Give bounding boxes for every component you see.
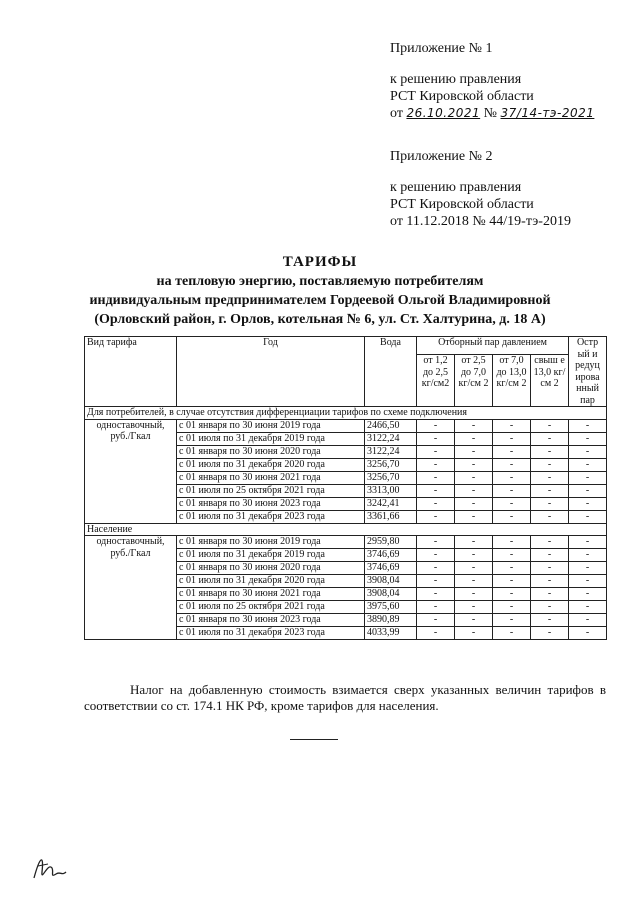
- steam-tariff-cell: -: [493, 536, 531, 549]
- appendix-1-title: Приложение № 1: [390, 41, 493, 56]
- steam-tariff-cell: -: [455, 432, 493, 445]
- water-tariff-cell: 3908,04: [365, 588, 417, 601]
- period-cell: с 01 января по 30 июня 2019 года: [177, 536, 365, 549]
- table-row: [85, 419, 607, 432]
- water-tariff-cell: 3890,89: [365, 614, 417, 627]
- steam-tariff-cell: -: [569, 497, 607, 510]
- steam-tariff-cell: -: [417, 575, 455, 588]
- document-subtitle-2: индивидуальным предпринимателем Гордеевой Ольгой Владимировной: [89, 293, 551, 308]
- steam-tariff-cell: -: [417, 419, 455, 432]
- steam-tariff-cell: -: [493, 614, 531, 627]
- tariff-type-2: одноставочный, руб./Гкал: [85, 536, 177, 640]
- period-cell: с 01 июля по 25 октября 2021 года: [177, 484, 365, 497]
- period-cell: с 01 июля по 31 декабря 2020 года: [177, 458, 365, 471]
- appendix-1-decision: [390, 105, 630, 122]
- steam-tariff-cell: -: [569, 562, 607, 575]
- decision-no-sign: №: [480, 106, 501, 121]
- steam-tariff-cell: -: [493, 445, 531, 458]
- steam-tariff-cell: -: [417, 484, 455, 497]
- document-subtitle-3: (Орловский район, г. Орлов, котельная № 6, ул. Ст. Халтурина, д. 18 А): [94, 312, 546, 327]
- steam-tariff-cell: -: [455, 536, 493, 549]
- steam-tariff-cell: -: [531, 419, 569, 432]
- water-tariff-cell: 3256,70: [365, 471, 417, 484]
- appendix-2-block: [390, 148, 630, 230]
- period-cell: с 01 января по 30 июня 2020 года: [177, 562, 365, 575]
- appendix-1-line-2: РСТ Кировской области: [390, 89, 534, 104]
- steam-tariff-cell: -: [493, 562, 531, 575]
- steam-tariff-cell: -: [417, 536, 455, 549]
- steam-tariff-cell: -: [531, 575, 569, 588]
- steam-tariff-cell: -: [569, 445, 607, 458]
- section-label-2: Население: [85, 523, 607, 536]
- steam-tariff-cell: -: [417, 562, 455, 575]
- steam-tariff-cell: -: [531, 614, 569, 627]
- steam-tariff-cell: -: [531, 562, 569, 575]
- period-cell: с 01 июля по 31 декабря 2023 года: [177, 627, 365, 640]
- steam-tariff-cell: -: [455, 471, 493, 484]
- steam-tariff-cell: -: [531, 588, 569, 601]
- steam-tariff-cell: -: [455, 614, 493, 627]
- steam-tariff-cell: -: [531, 445, 569, 458]
- water-tariff-cell: 3908,04: [365, 575, 417, 588]
- water-tariff-cell: 3975,60: [365, 601, 417, 614]
- steam-tariff-cell: -: [531, 471, 569, 484]
- steam-tariff-cell: -: [569, 432, 607, 445]
- steam-tariff-cell: -: [455, 419, 493, 432]
- signature: [30, 848, 70, 888]
- steam-tariff-cell: -: [531, 627, 569, 640]
- header-god: Год: [177, 337, 365, 407]
- steam-tariff-cell: -: [417, 458, 455, 471]
- period-cell: с 01 января по 30 июня 2021 года: [177, 588, 365, 601]
- tax-note: Налог на добавленную стоимость взимается сверх указанных величин тарифов в соответствии со ст. 174.1 НК РФ, кроме тарифов для населения.: [84, 682, 606, 713]
- appendix-2-line-3: от 11.12.2018 № 44/19-тэ-2019: [390, 214, 571, 229]
- header-otbor: Отборный пар давлением: [417, 337, 569, 355]
- steam-tariff-cell: -: [417, 471, 455, 484]
- steam-tariff-cell: -: [417, 445, 455, 458]
- steam-tariff-cell: -: [569, 588, 607, 601]
- water-tariff-cell: 3256,70: [365, 458, 417, 471]
- steam-tariff-cell: -: [531, 484, 569, 497]
- steam-tariff-cell: -: [531, 497, 569, 510]
- header-p4: свыш е 13,0 кг/см 2: [531, 355, 569, 407]
- steam-tariff-cell: -: [455, 445, 493, 458]
- steam-tariff-cell: -: [569, 458, 607, 471]
- steam-tariff-cell: -: [493, 549, 531, 562]
- appendix-1-block: [390, 40, 630, 122]
- steam-tariff-cell: -: [569, 549, 607, 562]
- water-tariff-cell: 3122,24: [365, 432, 417, 445]
- steam-tariff-cell: -: [569, 601, 607, 614]
- steam-tariff-cell: -: [493, 419, 531, 432]
- water-tariff-cell: 4033,99: [365, 627, 417, 640]
- section-row: [85, 523, 607, 536]
- period-cell: с 01 июля по 25 октября 2021 года: [177, 601, 365, 614]
- period-cell: с 01 января по 30 июня 2021 года: [177, 471, 365, 484]
- steam-tariff-cell: -: [493, 471, 531, 484]
- period-cell: с 01 июля по 31 декабря 2023 года: [177, 510, 365, 523]
- steam-tariff-cell: -: [417, 510, 455, 523]
- steam-tariff-cell: -: [569, 510, 607, 523]
- period-cell: с 01 января по 30 июня 2020 года: [177, 445, 365, 458]
- appendix-1-line-1: к решению правления: [390, 72, 522, 87]
- tariff-table-body: [85, 407, 607, 640]
- steam-tariff-cell: -: [455, 575, 493, 588]
- section-row: [85, 407, 607, 420]
- steam-tariff-cell: -: [493, 458, 531, 471]
- steam-tariff-cell: -: [569, 536, 607, 549]
- period-cell: с 01 июля по 31 декабря 2020 года: [177, 575, 365, 588]
- steam-tariff-cell: -: [493, 497, 531, 510]
- header-p3: от 7,0 до 13,0 кг/см 2: [493, 355, 531, 407]
- steam-tariff-cell: -: [493, 510, 531, 523]
- water-tariff-cell: 2466,50: [365, 419, 417, 432]
- steam-tariff-cell: -: [493, 627, 531, 640]
- tariff-type-1: одноставочный, руб./Гкал: [85, 419, 177, 523]
- steam-tariff-cell: -: [569, 614, 607, 627]
- steam-tariff-cell: -: [531, 601, 569, 614]
- header-vid: Вид тарифа: [85, 337, 177, 407]
- steam-tariff-cell: -: [417, 614, 455, 627]
- appendix-2-title: Приложение № 2: [390, 149, 493, 164]
- steam-tariff-cell: -: [455, 588, 493, 601]
- document-subtitle-1: на тепловую энергию, поставляемую потребителям: [156, 274, 484, 289]
- steam-tariff-cell: -: [455, 562, 493, 575]
- header-row-1: [85, 337, 607, 355]
- steam-tariff-cell: -: [417, 497, 455, 510]
- steam-tariff-cell: -: [493, 484, 531, 497]
- end-divider: [290, 739, 338, 740]
- header-p1: от 1,2 до 2,5 кг/см2: [417, 355, 455, 407]
- steam-tariff-cell: -: [569, 419, 607, 432]
- appendix-2-line-2: РСТ Кировской области: [390, 197, 534, 212]
- steam-tariff-cell: -: [569, 575, 607, 588]
- steam-tariff-cell: -: [569, 484, 607, 497]
- header-ostr: Остр ый и редуц ирова нный пар: [569, 337, 607, 407]
- steam-tariff-cell: -: [569, 627, 607, 640]
- steam-tariff-cell: -: [493, 432, 531, 445]
- steam-tariff-cell: -: [455, 458, 493, 471]
- steam-tariff-cell: -: [417, 432, 455, 445]
- water-tariff-cell: 3361,66: [365, 510, 417, 523]
- decision-number: 37/14-тэ-2021: [500, 106, 595, 120]
- section-label-1: Для потребителей, в случае отсутствия дифференциации тарифов по схеме подключения: [85, 407, 607, 420]
- period-cell: с 01 января по 30 июня 2023 года: [177, 497, 365, 510]
- decision-prefix: от: [390, 106, 407, 121]
- steam-tariff-cell: -: [531, 510, 569, 523]
- document-title: ТАРИФЫ: [282, 254, 358, 270]
- period-cell: с 01 июля по 31 декабря 2019 года: [177, 432, 365, 445]
- steam-tariff-cell: -: [531, 432, 569, 445]
- steam-tariff-cell: -: [417, 588, 455, 601]
- water-tariff-cell: 3313,00: [365, 484, 417, 497]
- steam-tariff-cell: -: [455, 549, 493, 562]
- steam-tariff-cell: -: [455, 627, 493, 640]
- header-voda: Вода: [365, 337, 417, 407]
- steam-tariff-cell: -: [493, 588, 531, 601]
- steam-tariff-cell: -: [455, 601, 493, 614]
- steam-tariff-cell: -: [417, 549, 455, 562]
- steam-tariff-cell: -: [417, 627, 455, 640]
- period-cell: с 01 января по 30 июня 2019 года: [177, 419, 365, 432]
- steam-tariff-cell: -: [531, 536, 569, 549]
- period-cell: с 01 июля по 31 декабря 2019 года: [177, 549, 365, 562]
- water-tariff-cell: 3242,41: [365, 497, 417, 510]
- water-tariff-cell: 3746,69: [365, 562, 417, 575]
- steam-tariff-cell: -: [531, 458, 569, 471]
- decision-date: 26.10.2021: [406, 106, 481, 120]
- table-row: [85, 536, 607, 549]
- steam-tariff-cell: -: [493, 575, 531, 588]
- water-tariff-cell: 2959,80: [365, 536, 417, 549]
- steam-tariff-cell: -: [417, 601, 455, 614]
- steam-tariff-cell: -: [569, 471, 607, 484]
- steam-tariff-cell: -: [455, 497, 493, 510]
- document-title-block: [0, 252, 640, 329]
- header-p2: от 2,5 до 7,0 кг/см 2: [455, 355, 493, 407]
- tariff-table: [84, 336, 607, 640]
- steam-tariff-cell: -: [493, 601, 531, 614]
- water-tariff-cell: 3122,24: [365, 445, 417, 458]
- steam-tariff-cell: -: [531, 549, 569, 562]
- water-tariff-cell: 3746,69: [365, 549, 417, 562]
- appendix-2-line-1: к решению правления: [390, 180, 522, 195]
- period-cell: с 01 января по 30 июня 2023 года: [177, 614, 365, 627]
- steam-tariff-cell: -: [455, 484, 493, 497]
- steam-tariff-cell: -: [455, 510, 493, 523]
